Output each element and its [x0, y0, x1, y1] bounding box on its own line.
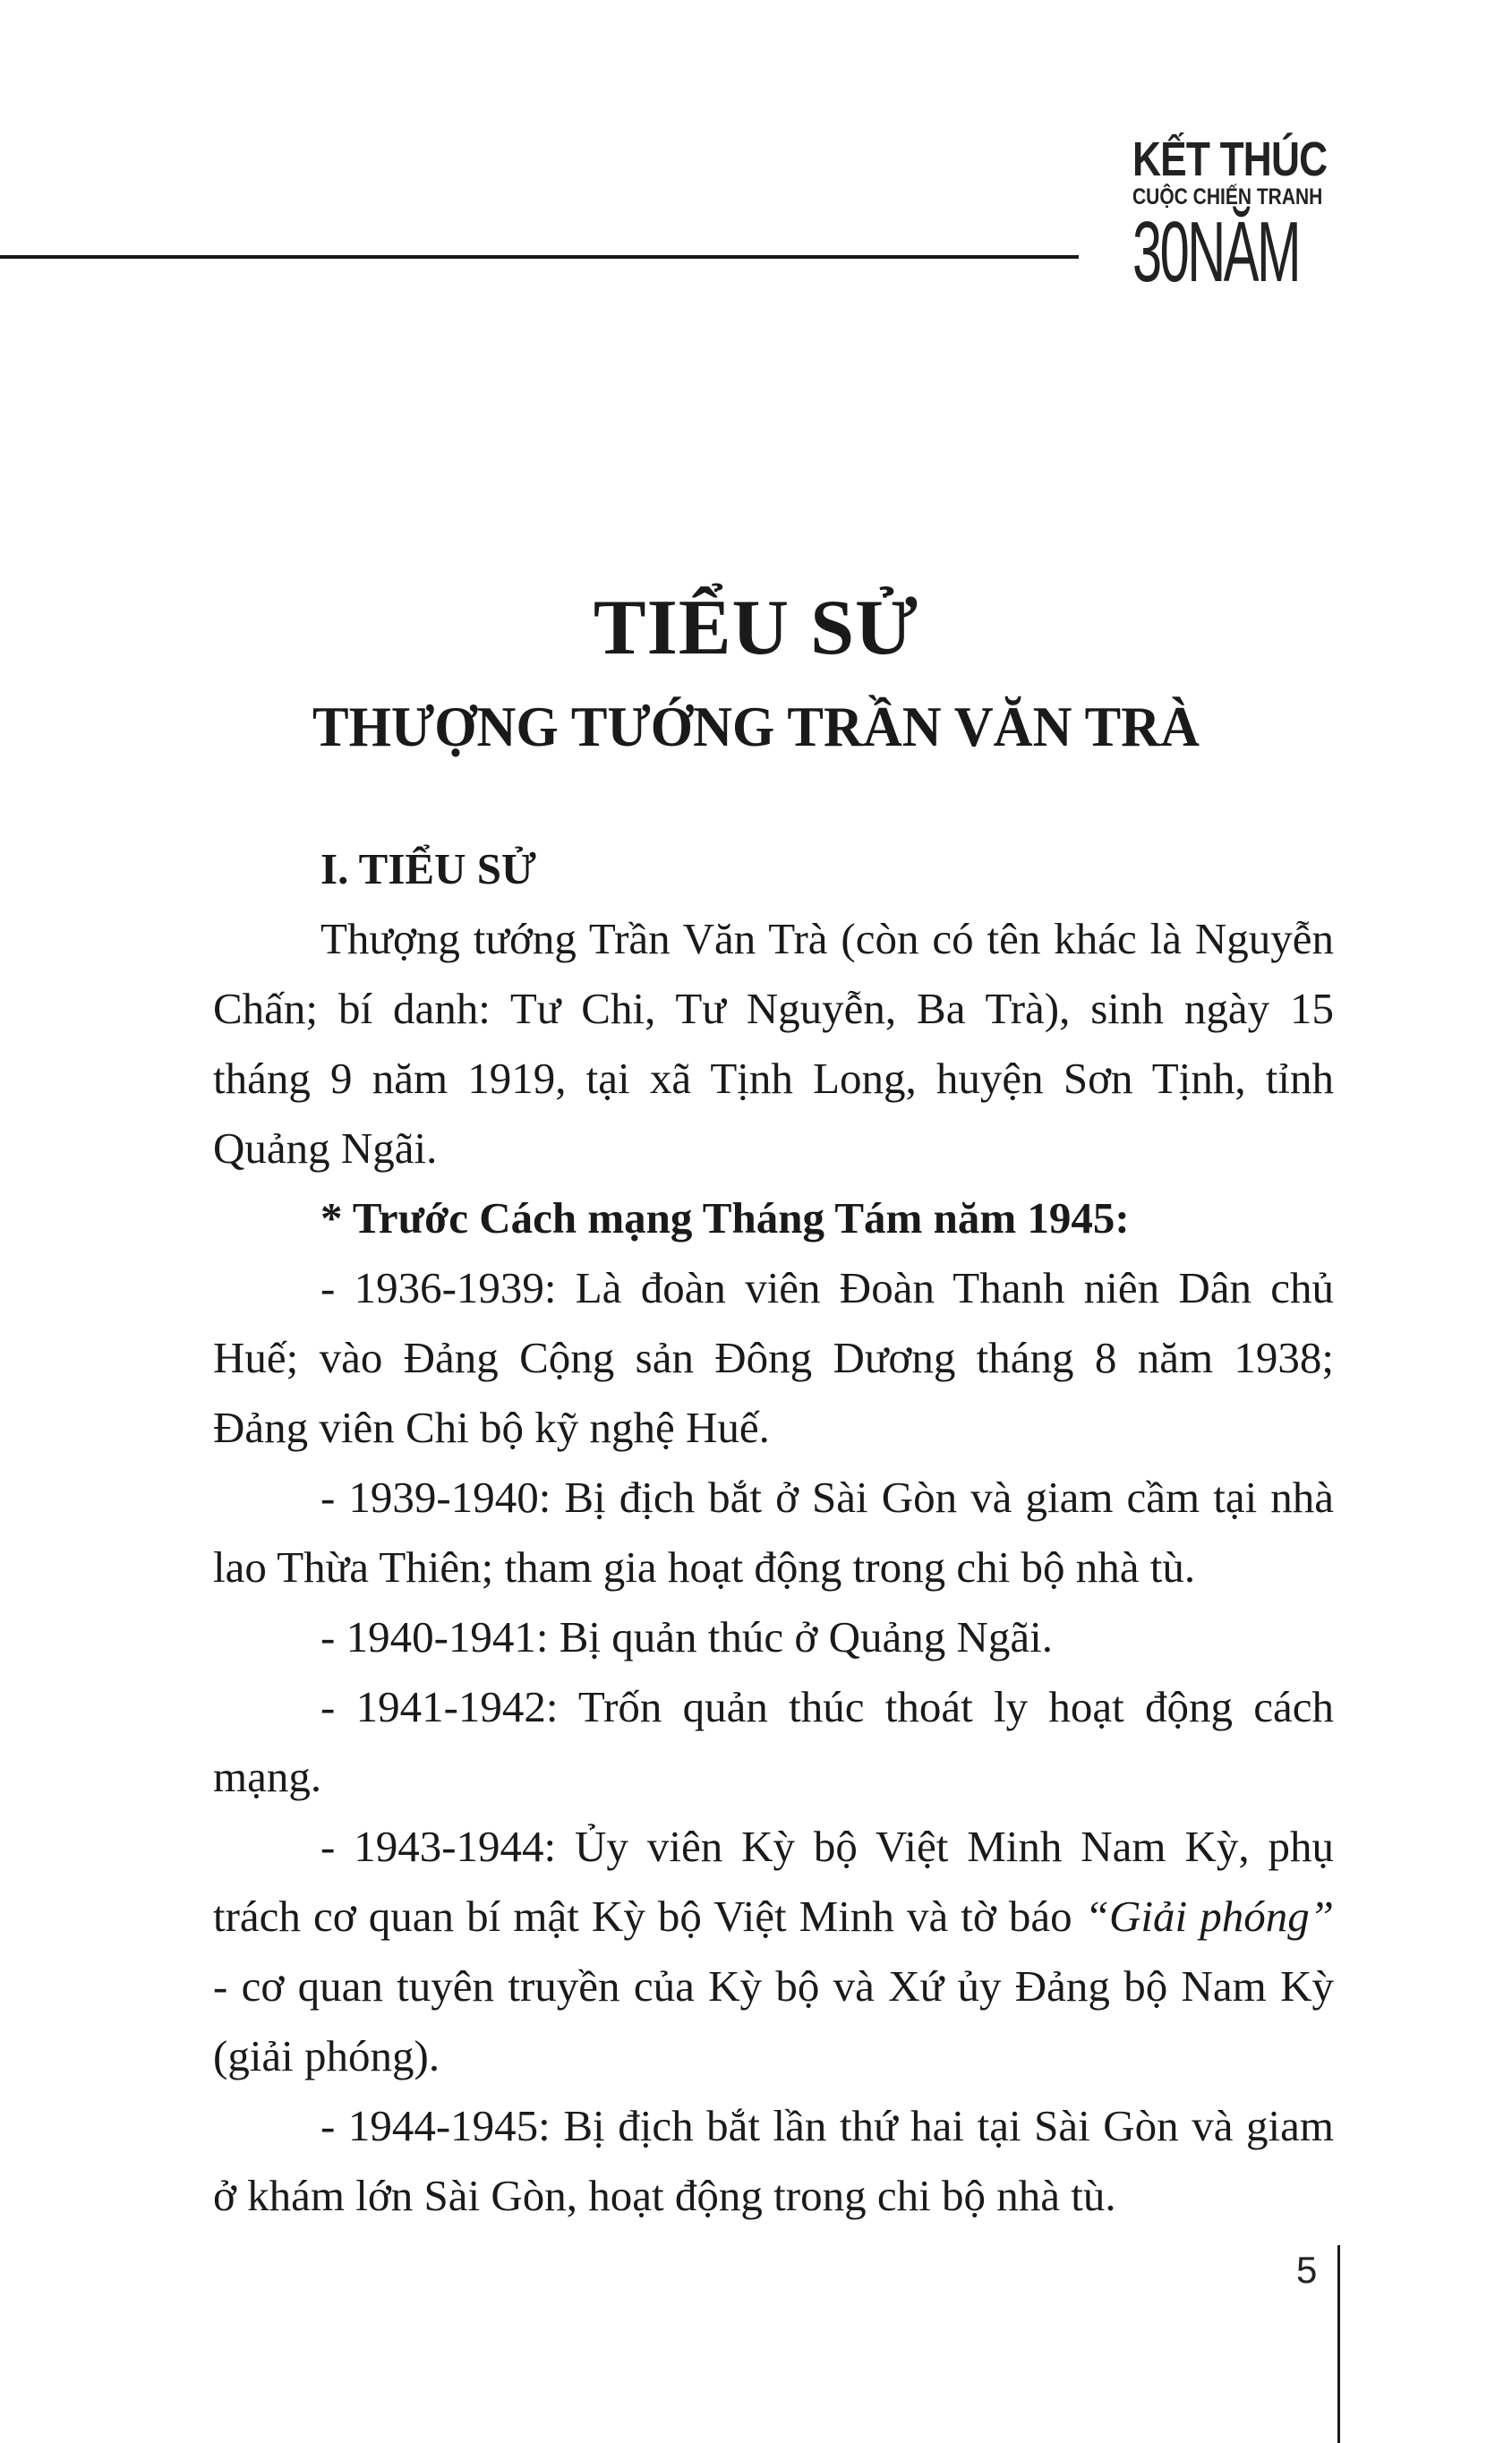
subheading: * Trước Cách mạng Tháng Tám năm 1945:: [320, 1193, 1130, 1243]
entry-1941: - 1941-1942: Trốn quản thúc thoát ly hoạt động cách mạng.: [213, 1682, 1334, 1801]
logo-line-1: KẾT THÚC: [1132, 132, 1328, 186]
body-text: [213, 834, 1334, 2231]
entry-1943-text-b: - cơ quan tuyên truyền của Kỳ bộ và Xứ ủy Đảng bộ Nam Kỳ (giải phóng).: [213, 1961, 1334, 2080]
intro-paragraph: Thượng tướng Trần Văn Trà (còn có tên khác là Nguyễn Chấn; bí danh: Tư Chi, Tư Nguyễn, Ba Trà), sinh ngày 15 tháng 9 năm 1919, tại xã Tịnh Long, huyện Sơn Tịnh, tỉnh Quảng Ngãi.: [213, 914, 1334, 1173]
section-heading: I. TIỂU SỬ: [320, 844, 537, 893]
logo-line-3: 30NĂM: [1132, 204, 1300, 300]
page-subtitle: THƯỢNG TƯỚNG TRẦN VĂN TRÀ: [312, 695, 1200, 758]
logo-line-2: CUỘC CHIẾN TRANH: [1132, 184, 1323, 209]
book-logo: [1132, 132, 1347, 300]
entry-1943: [213, 1812, 1334, 2091]
header-rule: [0, 255, 1079, 259]
page-number: 5: [1296, 2249, 1318, 2291]
entry-1944: - 1944-1945: Bị địch bắt lần thứ hai tại Sài Gòn và giam ở khám lớn Sài Gòn, hoạt động trong chi bộ nhà tù.: [213, 2101, 1334, 2220]
newspaper-title: “Giải phóng”: [1084, 1892, 1334, 1941]
entry-1940: - 1940-1941: Bị quản thúc ở Quảng Ngãi.: [320, 1612, 1053, 1661]
entry-1943-text-a: - 1943-1944: Ủy viên Kỳ bộ Việt Minh Nam Kỳ, phụ trách cơ quan bí mật Kỳ bộ Việt Minh và tờ báo: [213, 1822, 1334, 1941]
entry-1939: - 1939-1940: Bị địch bắt ở Sài Gòn và giam cầm tại nhà lao Thừa Thiên; tham gia hoạt động trong chi bộ nhà tù.: [213, 1473, 1334, 1592]
page-number-rule: [1337, 2245, 1340, 2443]
entry-1936: - 1936-1939: Là đoàn viên Đoàn Thanh niên Dân chủ Huế; vào Đảng Cộng sản Đông Dương tháng 8 năm 1938; Đảng viên Chi bộ kỹ nghệ Huế.: [213, 1263, 1334, 1452]
page-title: TIỂU SỬ: [593, 585, 919, 671]
